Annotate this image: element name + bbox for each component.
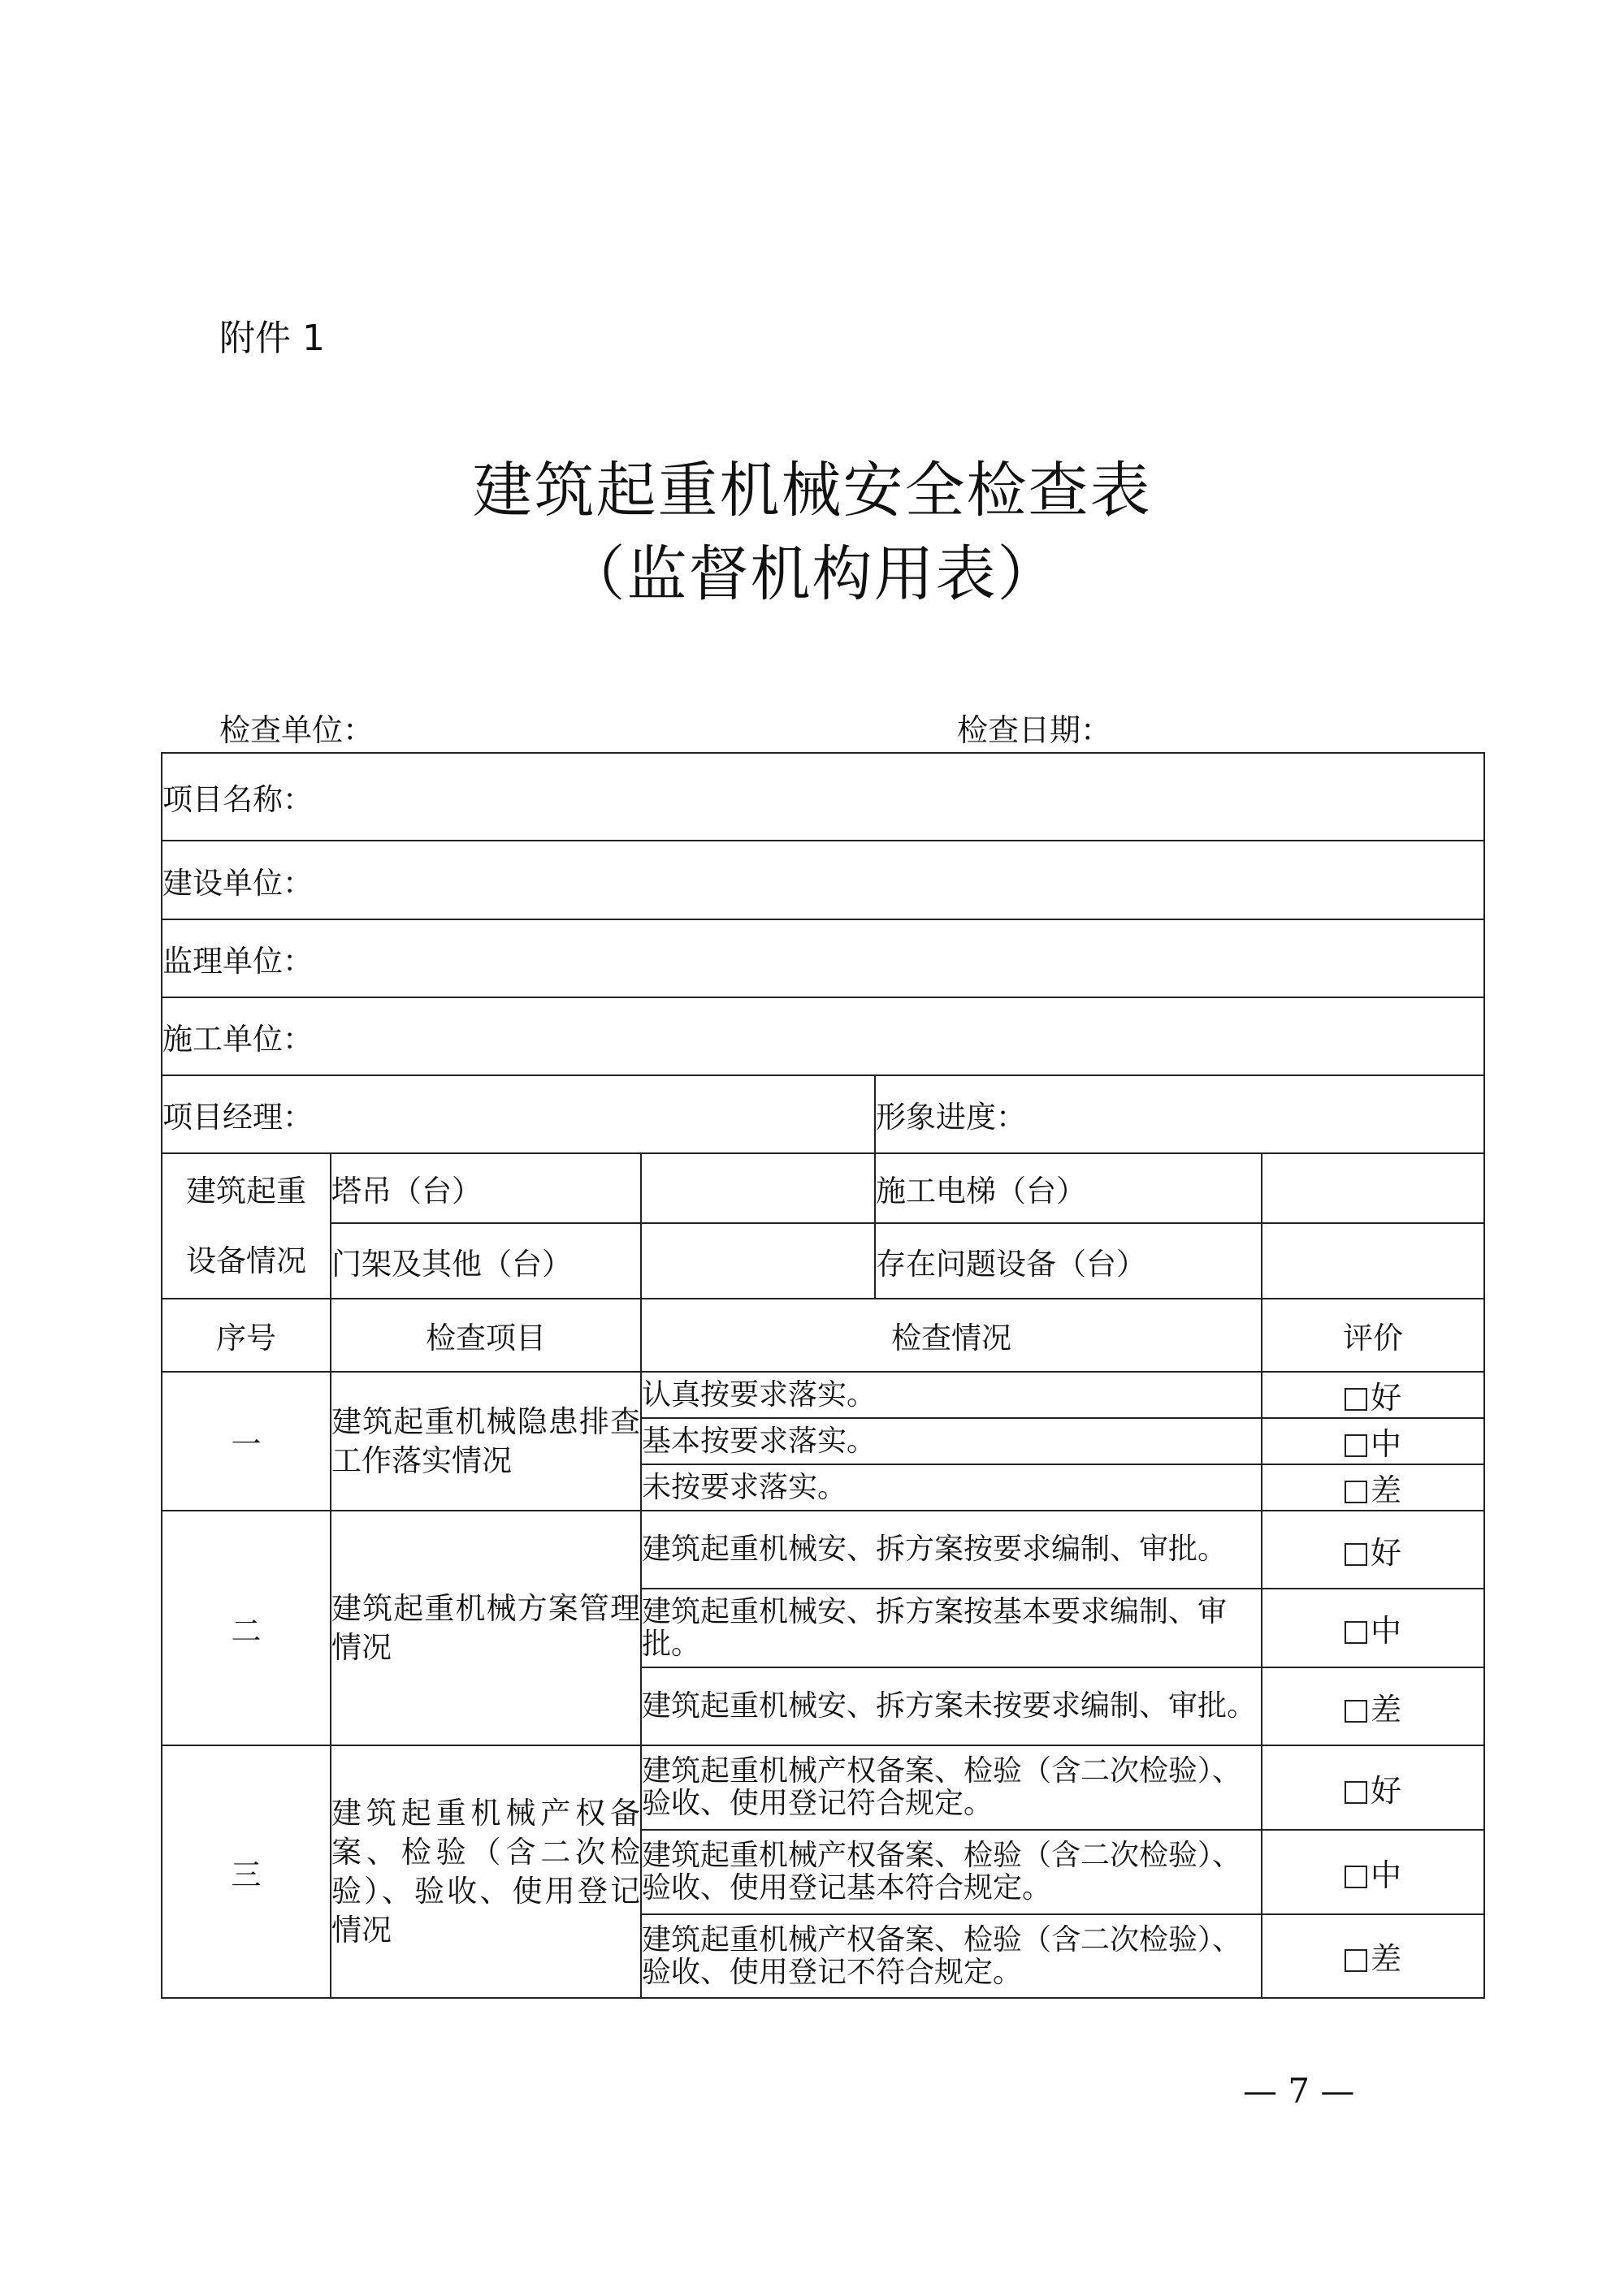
inspect-date-label: 检查日期： <box>957 712 1112 748</box>
inspect-unit-label: 检查单位： <box>219 712 375 748</box>
page-number: — 7 — <box>1243 2071 1355 2111</box>
rating-label: 中 <box>1371 1857 1402 1893</box>
checkbox-icon[interactable] <box>1345 1781 1367 1804</box>
attachment-label: 附件 1 <box>219 318 325 359</box>
rating-option[interactable] <box>1262 1830 1484 1914</box>
checkbox-icon[interactable] <box>1345 1949 1367 1972</box>
problem-equipment-count[interactable] <box>1262 1223 1484 1299</box>
situation-text: 建筑起重机械安、拆方案未按要求编制、审批。 <box>641 1667 1262 1745</box>
item-name: 建筑起重机械隐患排查工作落实情况 <box>331 1372 641 1511</box>
col-header-rating: 评价 <box>1262 1299 1484 1372</box>
checkbox-icon[interactable] <box>1345 1434 1367 1457</box>
supervise-unit-field[interactable]: 监理单位： <box>162 919 1484 997</box>
rating-option[interactable] <box>1262 1667 1484 1745</box>
elevator-label: 施工电梯（台） <box>875 1153 1262 1223</box>
rating-label: 差 <box>1371 1472 1402 1508</box>
tower-crane-label: 塔吊（台） <box>331 1153 641 1223</box>
item-name: 建筑起重机械方案管理情况 <box>331 1511 641 1745</box>
page-title: 建筑起重机械安全检查表 <box>472 456 1152 525</box>
rating-label: 差 <box>1371 1691 1402 1727</box>
problem-equipment-label: 存在问题设备（台） <box>875 1223 1262 1299</box>
situation-text: 基本按要求落实。 <box>641 1418 1262 1464</box>
checkbox-icon[interactable] <box>1345 1481 1367 1503</box>
rating-label: 中 <box>1371 1613 1402 1649</box>
checkbox-icon[interactable] <box>1345 1543 1367 1566</box>
item-no: 一 <box>162 1372 331 1511</box>
situation-text: 未按要求落实。 <box>641 1464 1262 1511</box>
situation-text: 建筑起重机械产权备案、检验（含二次检验）、验收、使用登记基本符合规定。 <box>641 1830 1262 1914</box>
rating-label: 好 <box>1371 1380 1402 1416</box>
situation-text: 建筑起重机械安、拆方案按基本要求编制、审批。 <box>641 1589 1262 1667</box>
rating-option[interactable] <box>1262 1914 1484 1998</box>
checkbox-icon[interactable] <box>1345 1388 1367 1411</box>
equipment-header-line2: 设备情况 <box>186 1243 306 1278</box>
equipment-header-line1: 建筑起重 <box>186 1173 306 1209</box>
rating-label: 好 <box>1371 1772 1402 1809</box>
rating-option[interactable] <box>1262 1745 1484 1830</box>
project-manager-field[interactable]: 项目经理： <box>162 1075 875 1153</box>
rating-option[interactable] <box>1262 1511 1484 1589</box>
progress-field[interactable]: 形象进度： <box>875 1075 1484 1153</box>
col-header-situation: 检查情况 <box>641 1299 1262 1372</box>
gantry-label: 门架及其他（台） <box>331 1223 641 1299</box>
rating-option[interactable] <box>1262 1372 1484 1418</box>
rating-option[interactable] <box>1262 1589 1484 1667</box>
item-no: 二 <box>162 1511 331 1745</box>
item-name: 建筑起重机械产权备案、检验（含二次检验）、验收、使用登记情况 <box>331 1745 641 1998</box>
checkbox-icon[interactable] <box>1345 1621 1367 1644</box>
project-name-field[interactable]: 项目名称： <box>162 753 1484 841</box>
build-unit-field[interactable]: 建设单位： <box>162 841 1484 919</box>
checkbox-icon[interactable] <box>1345 1866 1367 1888</box>
elevator-count[interactable] <box>1262 1153 1484 1223</box>
equipment-header <box>162 1153 331 1299</box>
item-no: 三 <box>162 1745 331 1998</box>
col-header-item: 检查项目 <box>331 1299 641 1372</box>
col-header-no: 序号 <box>162 1299 331 1372</box>
page-subtitle: （监督机构用表） <box>565 539 1059 609</box>
situation-text: 建筑起重机械产权备案、检验（含二次检验）、验收、使用登记符合规定。 <box>641 1745 1262 1830</box>
gantry-count[interactable] <box>641 1223 875 1299</box>
rating-label: 差 <box>1371 1941 1402 1977</box>
situation-text: 建筑起重机械产权备案、检验（含二次检验）、验收、使用登记不符合规定。 <box>641 1914 1262 1998</box>
construct-unit-field[interactable]: 施工单位： <box>162 997 1484 1075</box>
situation-text: 建筑起重机械安、拆方案按要求编制、审批。 <box>641 1511 1262 1589</box>
situation-text: 认真按要求落实。 <box>641 1372 1262 1418</box>
rating-option[interactable] <box>1262 1418 1484 1464</box>
inspection-form-table <box>161 752 1485 1999</box>
rating-label: 好 <box>1371 1534 1402 1571</box>
checkbox-icon[interactable] <box>1345 1700 1367 1723</box>
tower-crane-count[interactable] <box>641 1153 875 1223</box>
rating-label: 中 <box>1371 1426 1402 1462</box>
rating-option[interactable] <box>1262 1464 1484 1511</box>
